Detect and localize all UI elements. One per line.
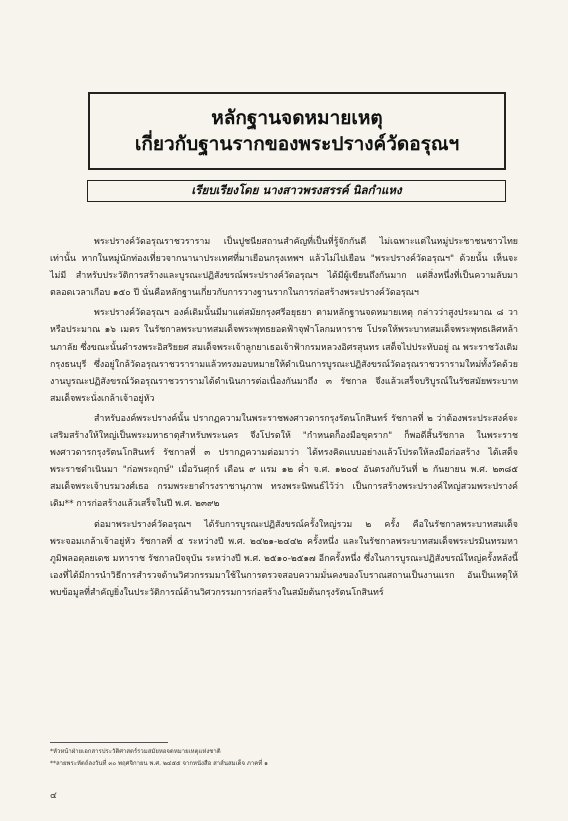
author-box bbox=[87, 180, 506, 202]
title-line-1: หลักฐานจดหมายเหตุ bbox=[211, 107, 383, 129]
title-box bbox=[88, 92, 506, 170]
article-body bbox=[50, 234, 518, 605]
paragraph-1: พระปรางค์วัดอรุณราชวราราม เป็นปูชนียสถานสำคัญที่เป็นที่รู้จักกันดี ไม่เฉพาะแต่ในหมู่ประชาชนชาวไทยเท่านั้น หากในหมู่นักท่องเที่ยวจากนานาประเทศที่มาเยือนกรุงเทพฯ แล้วไม่ไปเยือน "พระปรางค์วัดอรุณฯ" ด้วยนั้น เห็นจะไม่มี สำหรับประวัติการสร้างและบูรณะปฏิสังขรณ์พระปรางค์วัดอรุณฯ ได้มีผู้เขียนถึงกันมาก แต่สิ่งหนึ่งที่เป็นความลับมาตลอดเวลาเกือบ ๑๕๐ ปี นั่นคือหลักฐานเกี่ยวกับการวางฐานรากในการก่อสร้างพระปรางค์วัดอรุณฯ bbox=[50, 237, 518, 299]
paragraph-4: ต่อมาพระปรางค์วัดอรุณฯ ได้รับการบูรณะปฏิสังขรณ์ครั้งใหญ่รวม ๒ ครั้ง คือในรัชกาลพระบาทสมเด็จพระจอมเกล้าเจ้าอยู่หัว รัชกาลที่ ๕ ระหว่างปี พ.ศ. ๒๔๒๑-๒๔๔๒ ครั้งหนึ่ง และในรัชกาลพระบาทสมเด็จพระปรมินทรมหาภูมิพลอดุลยเดช มหาราช รัชกาลปัจจุบัน ระหว่างปี พ.ศ. ๒๕๑๐-๒๕๑๗ อีกครั้งหนึ่ง ซึ่งในการบูรณะปฏิสังขรณ์ใหญ่ครั้งหลังนี้เองที่ได้มีการนำวิธีการสำรวจด้านวิศวกรรมมาใช้ในการตรวจสอบความมั่นคงของโบราณสถานเป็นงานแรก อันเป็นเหตุให้พบข้อมูลที่สำคัญยิ่งในประวัติการณ์ด้านวิศวกรรมการก่อสร้างในสมัยต้นกรุงรัตนโกสินทร์ bbox=[50, 519, 518, 598]
footnote-divider bbox=[50, 742, 168, 743]
footnote-1: *หัวหน้าฝ่ายเอกสารประวัติศาสตร์รวมสมัยหอจดหมายเหตุแห่งชาติ bbox=[50, 748, 221, 755]
footnotes bbox=[50, 746, 518, 770]
page-number: ๔ bbox=[50, 791, 57, 801]
author-byline: เรียบเรียงโดย นางสาวพรงสรรค์ นิลกำแหง bbox=[191, 183, 402, 197]
paragraph-3: สำหรับองค์พระปรางค์นั้น ปรากฏความในพระราชพงศาวดารกรุงรัตนโกสินทร์ รัชกาลที่ ๒ ว่าต้องพระประสงค์จะเสริมสร้างให้ใหญ่เป็นพระมหาธาตุสำหรับพระนคร จึงโปรดให้ "กำหนดก็องมือขุดราก" ก็พอดีสิ้นรัชกาล ในพระราชพงศาวดารกรุงรัตนโกสินทร์ รัชกาลที่ ๓ ปรากฏความต่อมาว่า ได้ทรงคิดแบบอย่างแล้วโปรดให้ลงมือก่อสร้าง ได้เสด็จพระราชดำเนินมา "ก่อพระฤกษ์" เมื่อวันศุกร์ เดือน ๙ แรม ๑๒ ค่ำ จ.ศ. ๑๒๐๔ อันตรงกับวันที่ ๒ กันยายน พ.ศ. ๒๓๘๕ สมเด็จพระเจ้าบรมวงศ์เธอ กรมพระยาดำรงราชานุภาพ ทรงพระนิพนธ์ไว้ว่า เป็นการสร้างพระปรางค์ใหญ่สวมพระปรางค์เดิม** การก่อสร้างแล้วเสร็จในปี พ.ศ. ๒๓๙๒ bbox=[50, 413, 518, 510]
title-line-2: เกี่ยวกับฐานรากของพระปรางค์วัดอรุณฯ bbox=[134, 133, 460, 155]
paragraph-2: พระปรางค์วัดอรุณฯ องค์เดิมนั้นมีมาแต่สมัยกรุงศรีอยุธยา ตามหลักฐานจดหมายเหตุ กล่าวว่าสูงประมาณ ๘ วา หรือประมาณ ๑๖ เมตร ในรัชกาลพระบาทสมเด็จพระพุทธยอดฟ้าจุฬาโลกมหาราช โปรดให้พระบาทสมเด็จพระพุทธเลิศหล้านภาลัย ซึ่งขณะนั้นดำรงพระอิสริยยศ สมเด็จพระเจ้าลูกยาเธอเจ้าฟ้ากรมหลวงอิศรสุนทร เสด็จไปประทับอยู่ ณ พระราชวังเดิมกรุงธนบุรี ซึ่งอยู่ใกล้วัดอรุณราชวรารามแล้วทรงมอบหมายให้ดำเนินการบูรณะปฏิสังขรณ์วัดอรุณราชวรารามใหม่ทั้งวัดด้วย งานบูรณะปฏิสังขรณ์วัดอรุณราชวรารามได้ดำเนินการต่อเนื่องกันมาถึง ๓ รัชกาล จึงแล้วเสร็จบริบูรณ์ในรัชสมัยพระบาทสมเด็จพระนั่งเกล้าเจ้าอยู่หัว bbox=[50, 308, 518, 404]
footnote-2: **ลายพระหัตถ์ลงวันที่ ๓๐ พฤศจิกายน พ.ศ. ๒๔๕๕ จากหนังสือ สาส์นสมเด็จ ภาคที่ ๑ bbox=[50, 760, 268, 767]
